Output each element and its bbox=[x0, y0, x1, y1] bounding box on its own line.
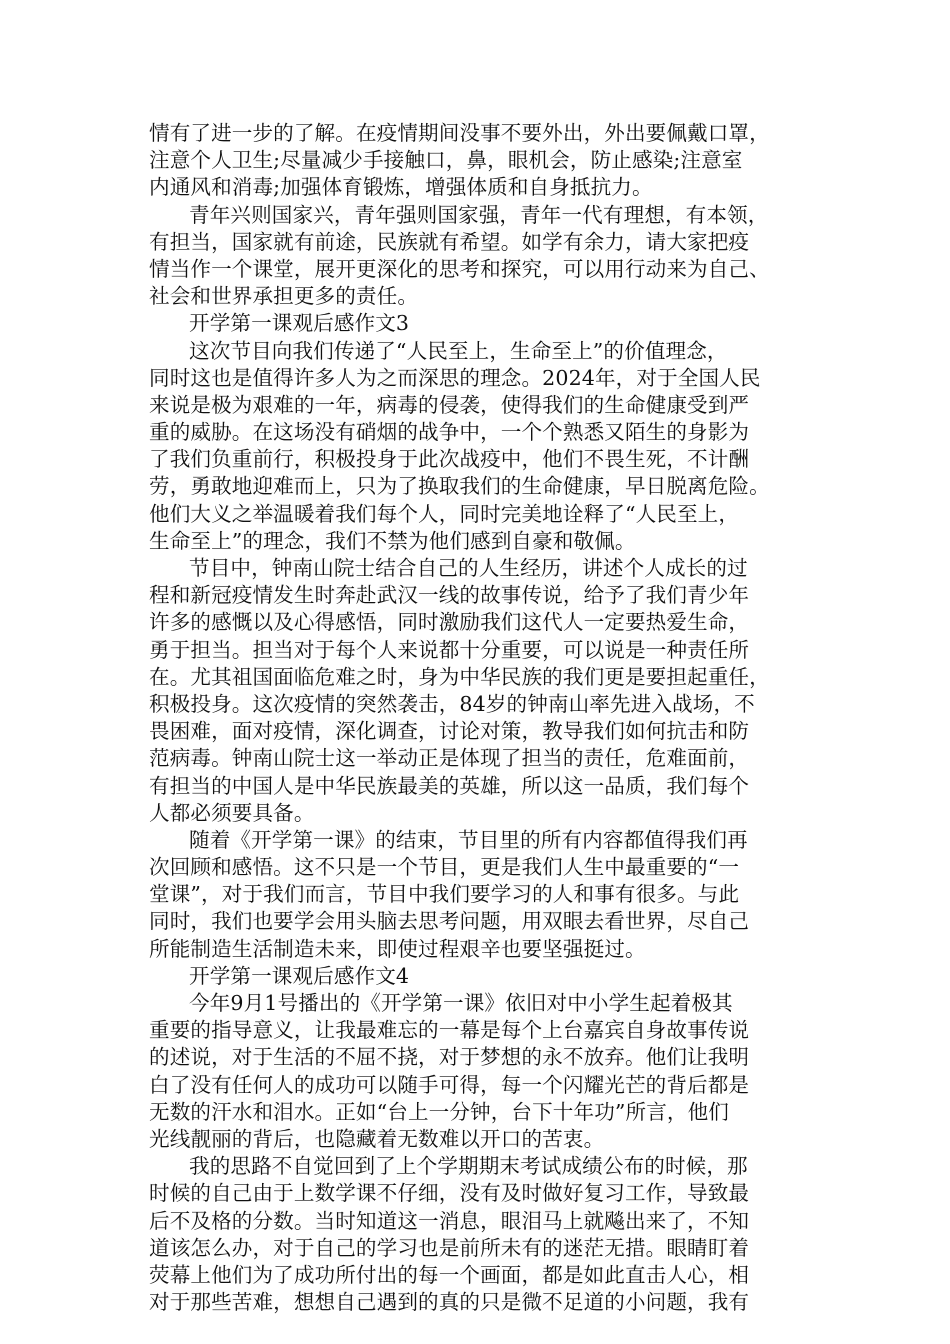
text-line: 光线靓丽的背后，也隐藏着无数难以开口的苦衷。 bbox=[149, 1126, 605, 1151]
paragraph-start-line: 今年9月1号播出的《开学第一课》依旧对中小学生起着极其 bbox=[189, 991, 733, 1015]
text-line: 内通风和消毒;加强体育锻炼，增强体质和自身抵抗力。 bbox=[149, 175, 653, 200]
section-heading-4: 开学第一课观后感作文4 bbox=[189, 963, 410, 988]
text-line: 人都必须要具备。 bbox=[149, 800, 315, 825]
text-line: 后不及格的分数。当时知道这一消息，眼泪马上就飚出来了，不知 bbox=[149, 1208, 750, 1233]
text-line: 在。尤其祖国面临危难之时，身为中华民族的我们更是要担起重任， bbox=[149, 664, 770, 689]
text-line: 同时这也是值得许多人为之而深思的理念。2024年，对于全国人民 bbox=[149, 365, 761, 390]
text-line: 时候的自己由于上数学课不仔细，没有及时做好复习工作，导致最 bbox=[149, 1181, 750, 1206]
text-line: 社会和世界承担更多的责任。 bbox=[149, 284, 419, 309]
document-body bbox=[149, 120, 809, 1316]
paragraph-start-line: 青年兴则国家兴，青年强则国家强，青年一代有理想，有本领， bbox=[189, 202, 769, 227]
text-line: 情有了进一步的了解。在疫情期间没事不要外出，外出要佩戴口罩， bbox=[149, 121, 770, 145]
text-line: 有担当的中国人是中华民族最美的英雄，所以这一品质，我们每个 bbox=[149, 773, 750, 798]
text-line: 无数的汗水和泪水。正如“台上一分钟，台下十年功”所言，他们 bbox=[149, 1099, 729, 1124]
section-heading-3: 开学第一课观后感作文3 bbox=[189, 311, 410, 336]
text-line: 生命至上”的理念，我们不禁为他们感到自豪和敬佩。 bbox=[149, 528, 636, 553]
text-line: 积极投身。这次疫情的突然袭击，84岁的钟南山率先进入战场，不 bbox=[149, 691, 755, 716]
text-line: 道该怎么办，对于自己的学习也是前所未有的迷茫无措。眼睛盯着 bbox=[149, 1235, 750, 1260]
text-line: 勇于担当。担当对于每个人来说都十分重要，可以说是一种责任所 bbox=[149, 637, 750, 662]
text-line: 重要的指导意义，让我最难忘的一幕是每个上台嘉宾自身故事传说 bbox=[149, 1018, 750, 1043]
text-line: 范病毒。钟南山院士这一举动正是体现了担当的责任，危难面前， bbox=[149, 746, 750, 771]
text-line: 白了没有任何人的成功可以随手可得，每一个闪耀光芒的背后都是 bbox=[149, 1072, 750, 1097]
text-line: 许多的感慨以及心得感悟，同时激励我们这代人一定要热爱生命， bbox=[149, 610, 750, 635]
text-line: 情当作一个课堂，展开更深化的思考和探究，可以用行动来为自己、 bbox=[149, 256, 770, 281]
text-line: 荧幕上他们为了成功所付出的每一个画面，都是如此直击人心，相 bbox=[149, 1262, 750, 1287]
text-line: 堂课”，对于我们而言，节目中我们要学习的人和事有很多。与此 bbox=[149, 882, 740, 907]
text-line: 注意个人卫生;尽量减少手接触口，鼻，眼机会，防止感染;注意室 bbox=[149, 148, 743, 173]
text-line: 次回顾和感悟。这不只是一个节目，更是我们人生中最重要的“一 bbox=[149, 855, 740, 880]
text-line: 有担当，国家就有前途，民族就有希望。如学有余力，请大家把疫 bbox=[149, 229, 750, 254]
text-line: 了我们负重前行，积极投身于此次战疫中，他们不畏生死，不计酬 bbox=[149, 447, 750, 472]
paragraph-start-line: 节目中，钟南山院士结合自己的人生经历，讲述个人成长的过 bbox=[189, 556, 748, 580]
text-line: 来说是极为艰难的一年，病毒的侵袭，使得我们的生命健康受到严 bbox=[149, 392, 750, 417]
paragraph-start-line: 这次节目向我们传递了“人民至上，生命至上”的价值理念， bbox=[189, 338, 728, 363]
text-line: 对于那些苦难，想想自己遇到的真的只是微不足道的小问题，我有 bbox=[149, 1290, 750, 1315]
text-line: 所能制造生活制造未来，即使过程艰辛也要坚强挺过。 bbox=[149, 936, 646, 961]
text-line: 同时，我们也要学会用头脑去思考问题，用双眼去看世界，尽自己 bbox=[149, 909, 750, 934]
text-line: 他们大义之举温暖着我们每个人，同时完美地诠释了“人民至上， bbox=[149, 501, 740, 526]
text-line: 劳，勇敢地迎难而上，只为了换取我们的生命健康，早日脱离危险。 bbox=[149, 474, 770, 499]
text-line: 的述说，对于生活的不屈不挠，对于梦想的永不放弃。他们让我明 bbox=[149, 1045, 750, 1070]
text-line: 畏困难，面对疫情，深化调查，讨论对策，教导我们如何抗击和防 bbox=[149, 719, 750, 744]
text-line: 重的威胁。在这场没有硝烟的战争中，一个个熟悉又陌生的身影为 bbox=[149, 420, 750, 445]
paragraph-start-line: 随着《开学第一课》的结束，节目里的所有内容都值得我们再 bbox=[189, 827, 748, 852]
text-line: 程和新冠疫情发生时奔赴武汉一线的故事传说，给予了我们青少年 bbox=[149, 583, 750, 608]
paragraph-start-line: 我的思路不自觉回到了上个学期期末考试成绩公布的时候，那 bbox=[189, 1154, 748, 1179]
